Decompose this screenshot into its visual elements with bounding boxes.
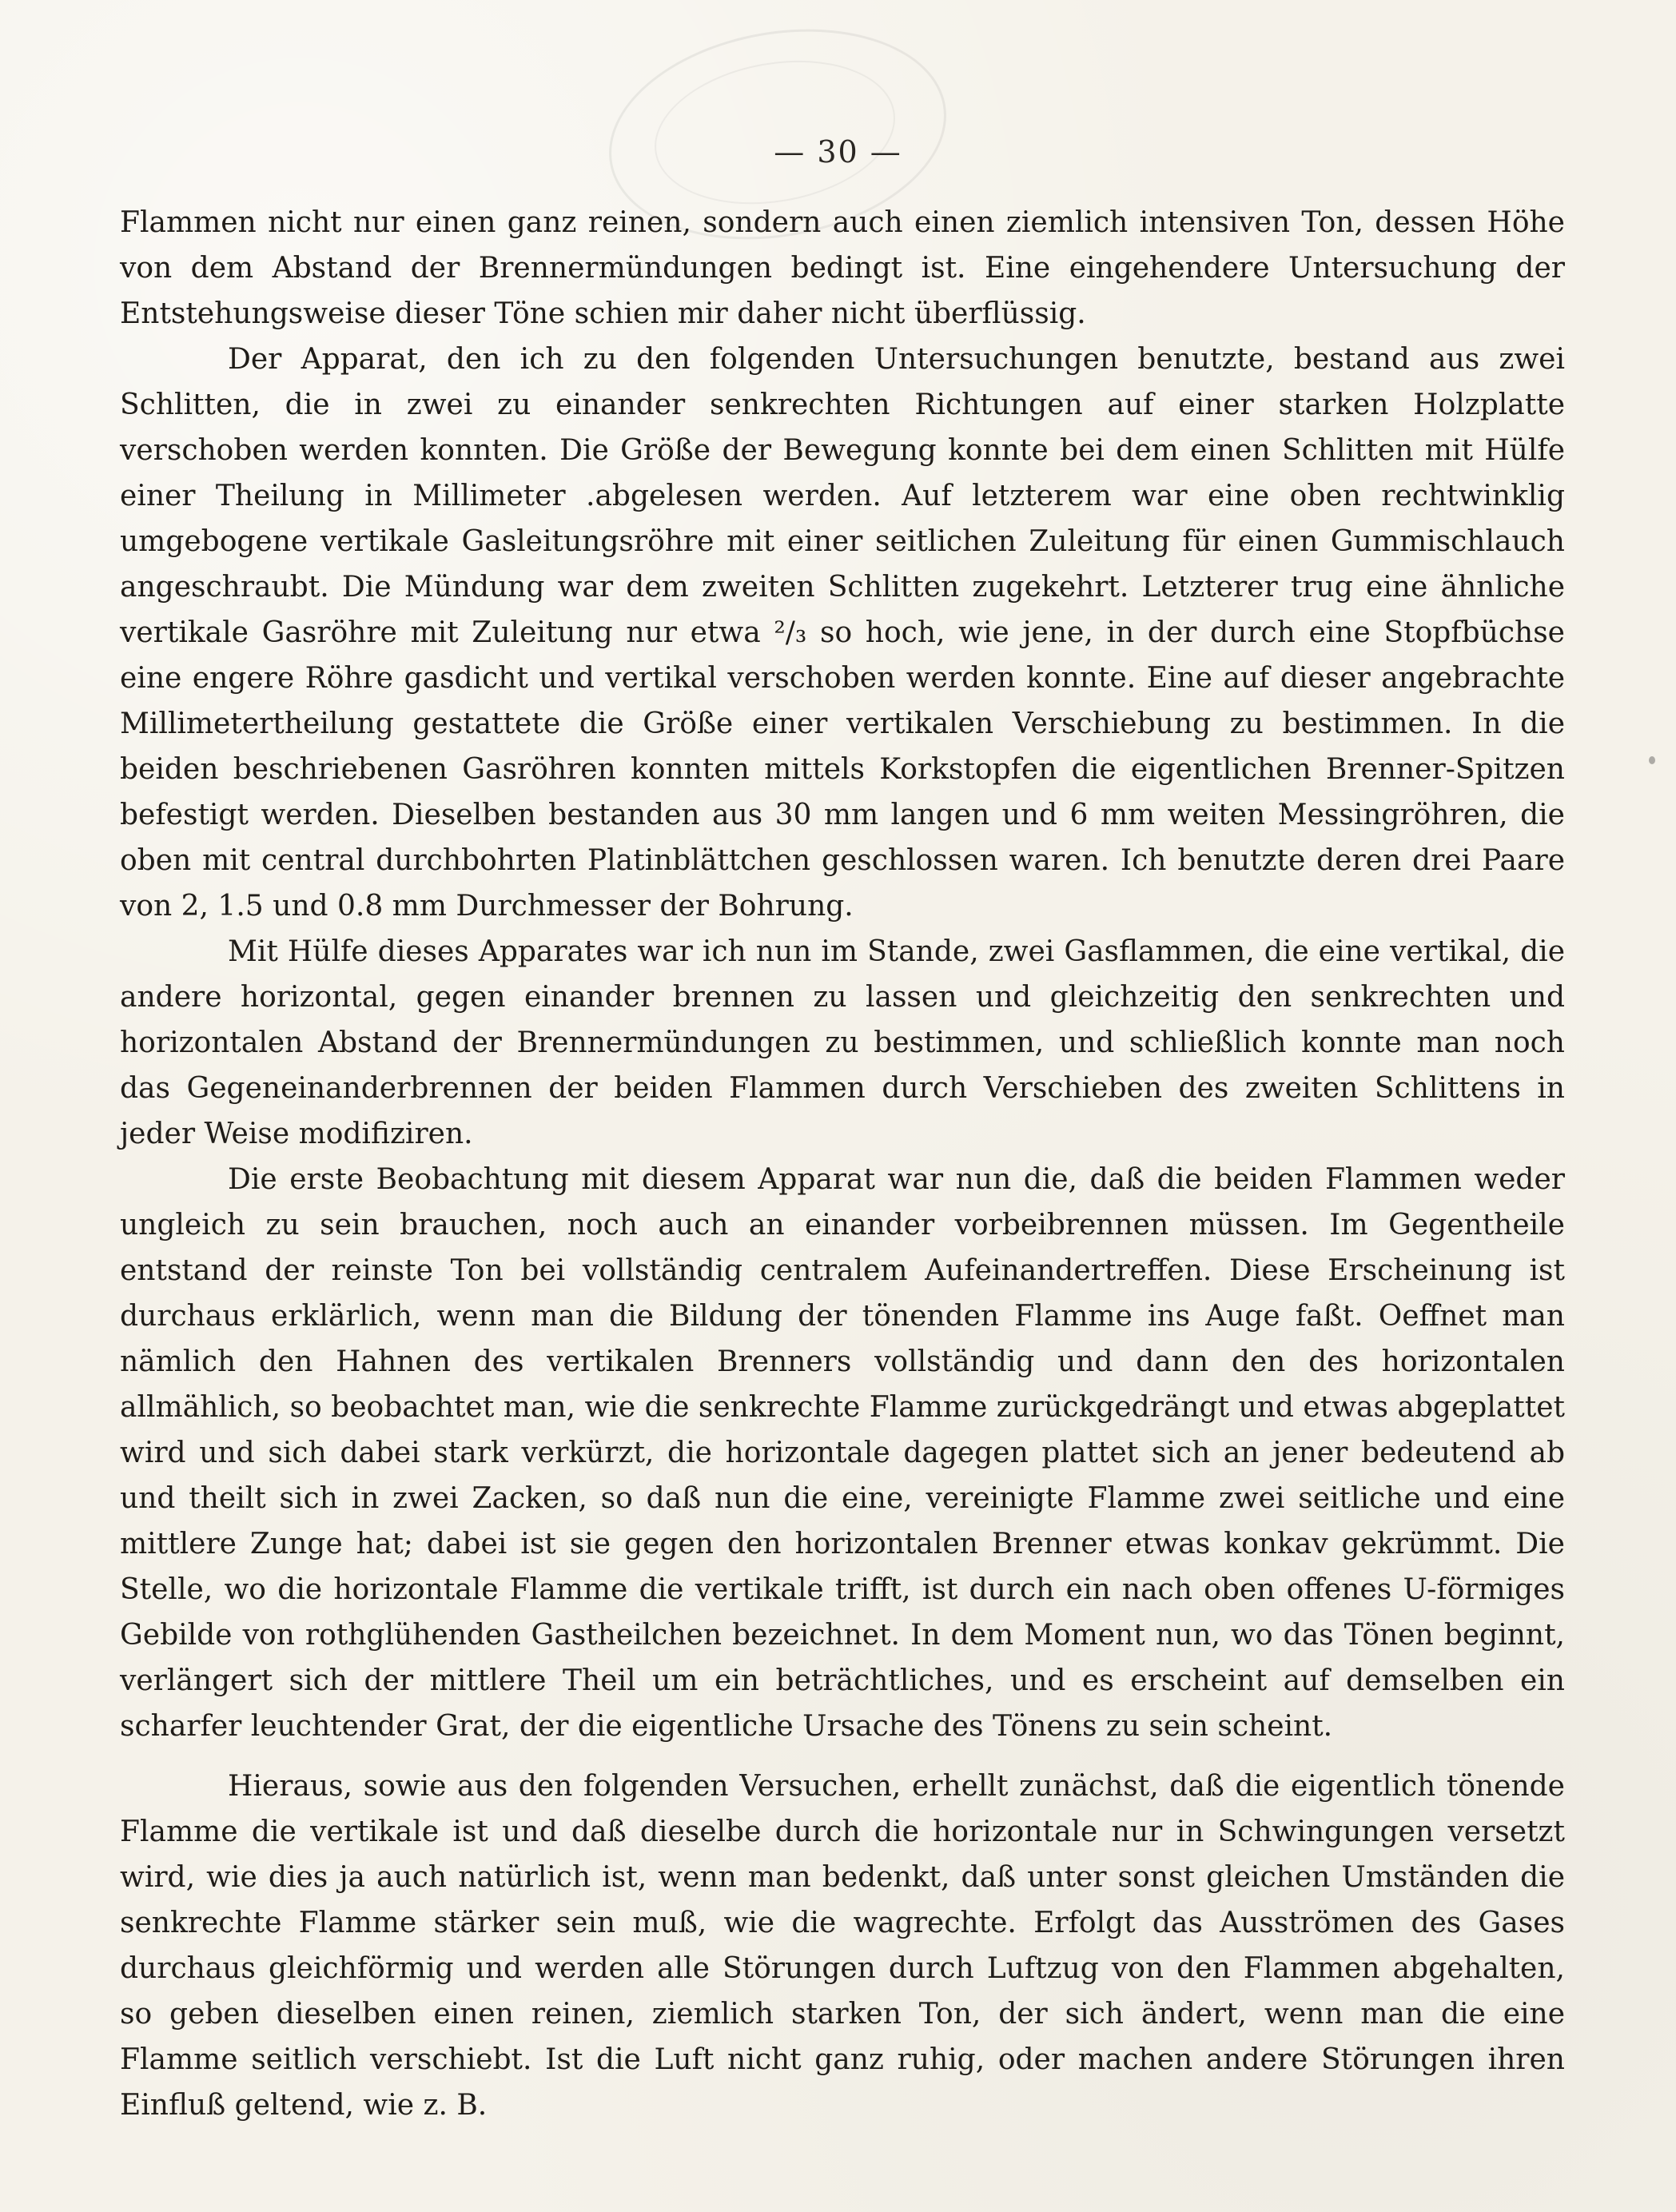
paragraph-continuation: Flammen nicht nur einen ganz reinen, sondern auch einen ziemlich intensiven Ton, dessen Höhe von dem Abstand der Brennermündungen bedingt ist. Eine eingehendere Untersuchung der Entstehungsweise dieser Töne schien mir daher nicht überflüssig. (120, 206, 1565, 330)
library-stamp-inner-ring (643, 42, 907, 221)
paragraph-apparatus: Der Apparat, den ich zu den folgenden Untersuchungen benutzte, bestand aus zwei Schlitten, die in zwei zu einander senkrechten Richtungen auf einer starken Holzplatte verschoben werden konnten. Die Größe der Bewegung konnte bei dem einen Schlitten mit Hülfe einer Theilung in Millimeter .abgelesen werden. Auf letzterem war eine oben rechtwinklig umgebogene vertikale Gasleitungsröhre mit einer seitlichen Zuleitung für einen Gummischlauch angeschraubt. Die Mündung war dem zweiten Schlitten zugekehrt. Letzterer trug eine ähnliche vertikale Gasröhre mit Zuleitung nur etwa ²/₃ so hoch, wie jene, in der durch eine Stopfbüchse eine engere Röhre gasdicht und vertikal verschoben werden konnte. Eine auf dieser angebrachte Millimetertheilung gestattete die Größe einer vertikalen Verschiebung zu bestimmen. In die beiden beschriebenen Gasröhren konnten mittels Korkstopfen die eigentlichen Brenner-Spitzen befestigt werden. Dieselben bestanden aus 30 mm langen und 6 mm weiten Messingröhren, die oben mit central durchbohrten Platinblättchen geschlossen waren. Ich benutzte deren drei Paare von 2, 1.5 und 0.8 mm Durchmesser der Bohrung. (120, 343, 1565, 923)
page-number: — 30 — (774, 134, 902, 169)
paragraph-observation: Die erste Beobachtung mit diesem Apparat war nun die, daß die beiden Flammen weder ungleich zu sein brauchen, noch auch an einander vorbeibrennen müssen. Im Gegentheile entstand der reinste Ton bei vollständig centralem Aufeinandertreffen. Diese Erscheinung ist durchaus erklärlich, wenn man die Bildung der tönenden Flamme ins Auge faßt. Oeffnet man nämlich den Hahnen des vertikalen Brenners vollständig und dann den des horizontalen allmählich, so beobachtet man, wie die senkrechte Flamme zurückgedrängt und etwas abgeplattet wird und sich dabei stark verkürzt, die horizontale dagegen plattet sich an jener bedeutend ab und theilt sich in zwei Zacken, so daß nun die eine, vereinigte Flamme zwei seitliche und eine mittlere Zunge hat; dabei ist sie gegen den horizontalen Brenner etwas konkav gekrümmt. Die Stelle, wo die horizontale Flamme die vertikale trifft, ist durch ein nach oben offenes U-förmiges Gebilde von rothglühenden Gastheilchen bezeichnet. In dem Moment nun, wo das Tönen beginnt, verlängert sich der mittlere Theil um ein beträchtliches, und es erscheint auf demselben ein scharfer leuchtender Grat, der die eigentliche Ursache des Tönens zu sein scheint. (120, 1163, 1565, 1743)
paragraph-flame-setup: Mit Hülfe dieses Apparates war ich nun im Stande, zwei Gasflammen, die eine vertikal, die andere horizontal, gegen einander brennen zu lassen und gleichzeitig den senkrechten und horizontalen Abstand der Brennermündungen zu bestimmen, und schließlich konnte man noch das Gegeneinanderbrennen der beiden Flammen durch Verschieben des zweiten Schlittens in jeder Weise modifiziren. (120, 935, 1565, 1150)
paragraph-conclusion: Hieraus, sowie aus den folgenden Versuchen, erhellt zunächst, daß die eigentlich tönende Flamme die vertikale ist und daß dieselbe durch die horizontale nur in Schwingungen versetzt wird, wie dies ja auch natürlich ist, wenn man bedenkt, daß unter sonst gleichen Umständen die senkrechte Flamme stärker sein muß, wie die wagrechte. Erfolgt das Ausströmen des Gases durchaus gleichförmig und werden alle Störungen durch Luftzug von den Flammen abgehalten, so geben dieselben einen reinen, ziemlich starken Ton, der sich ändert, wenn man die eine Flamme seitlich verschiebt. Ist die Luft nicht ganz ruhig, oder machen andere Störungen ihren Einfluß geltend, wie z. B. (120, 1770, 1565, 2122)
margin-ink-spot (1649, 756, 1655, 764)
body-text-block (120, 200, 1565, 2128)
